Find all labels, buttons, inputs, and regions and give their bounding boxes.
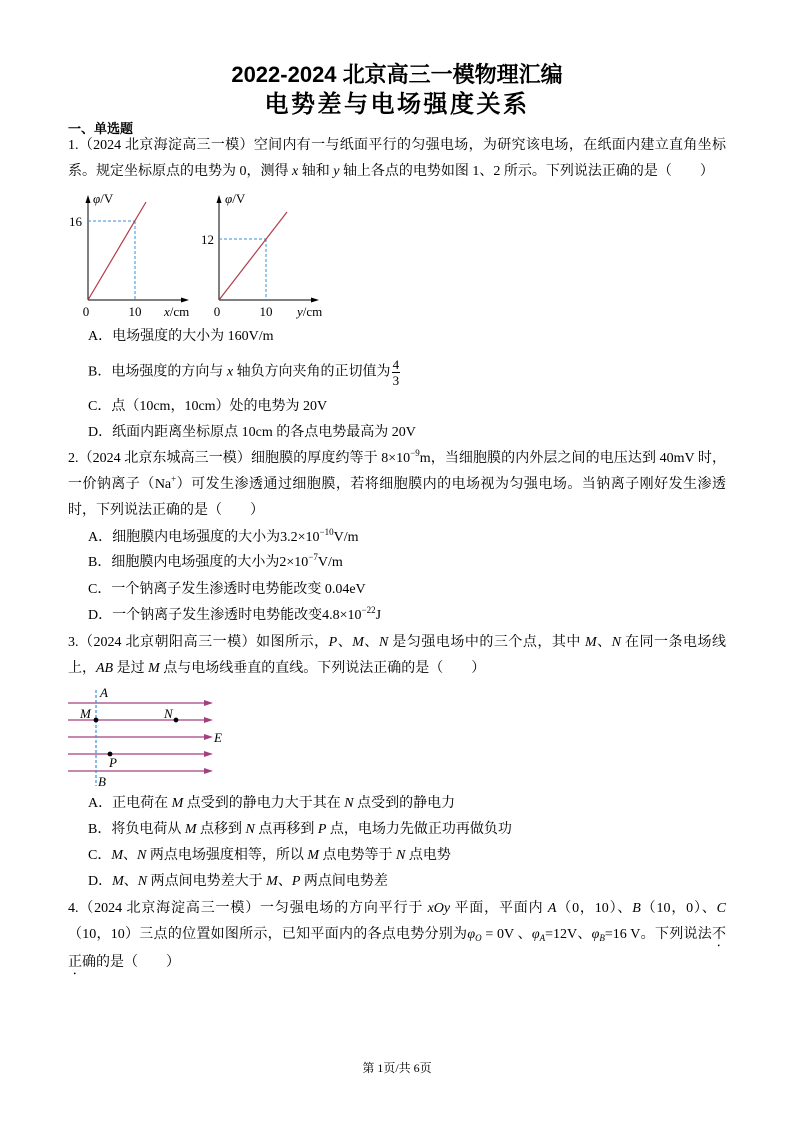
graph-2	[201, 191, 322, 319]
option-text: 正电荷在	[112, 796, 172, 811]
label-a: A	[100, 685, 108, 700]
label-m: M	[80, 706, 91, 721]
option-text: 细胞膜内电场强度的大小为	[112, 530, 281, 545]
option-exponent: −7	[308, 552, 318, 562]
option-label: D．	[88, 425, 113, 440]
q4-stem-text: 平面，平面内	[450, 901, 548, 916]
q1-stem-text: 轴和	[298, 164, 334, 179]
q4-potential-subscript: B	[599, 933, 605, 943]
q3-stem-text: 是匀强电场中的三个点，其中	[388, 635, 585, 650]
graph-2-x-label	[295, 304, 322, 319]
point-m	[94, 718, 99, 723]
option-text: 电场强度的大小为 160V/m	[112, 329, 274, 344]
option-label: C．	[88, 582, 112, 597]
q1-option-a	[88, 324, 726, 350]
label-e: E	[214, 730, 222, 745]
option-var: M	[307, 848, 320, 863]
q3-stem-var: M	[352, 635, 364, 650]
option-var: M	[184, 822, 197, 837]
q3-stem-var: AB	[96, 661, 114, 676]
field-line-arrow	[204, 700, 213, 706]
point-n	[174, 718, 179, 723]
option-label: A．	[88, 530, 113, 545]
section-title: 一、单选题	[68, 121, 134, 136]
q2-option-d	[88, 603, 726, 629]
q2-stem-text: 2.（2024 北京东城高三一模）细胞膜的厚度约等于	[68, 451, 382, 466]
option-var: N	[245, 822, 255, 837]
q4-stem-text: （0，10）、	[556, 901, 633, 916]
option-label: C．	[88, 399, 112, 414]
field-line-arrow	[204, 734, 213, 740]
document-title: 2022-2024 北京高三一模物理汇编	[231, 62, 563, 87]
q1-stem-var: x	[292, 164, 299, 179]
q1-stem	[68, 133, 726, 185]
q1-figures	[60, 190, 340, 325]
option-label: D．	[88, 874, 113, 889]
option-unit: V/m	[317, 555, 343, 570]
option-text: 两点间电势差大于	[147, 874, 267, 889]
option-text: 点受到的静电力大于其在	[183, 796, 345, 811]
graph-2-x-tick: 10	[259, 304, 273, 319]
q4-stem-text: （10，0）、	[640, 901, 717, 916]
q4-stem-text: 确的是（ ）	[82, 955, 180, 970]
fraction	[392, 358, 401, 387]
option-var: M	[112, 874, 124, 889]
page-footer: 第 1页/共 6页	[362, 1061, 432, 1075]
graph-1-x-var: x	[164, 304, 170, 319]
field-line-arrow	[204, 751, 213, 757]
q4-stem-var: xOy	[427, 901, 451, 916]
label-b: B	[98, 774, 106, 789]
graph-1-y-unit: /V	[100, 191, 114, 206]
option-text: 点受到的静电力	[353, 796, 456, 811]
q2-option-a	[88, 525, 726, 551]
graph-2-y-tick: 12	[201, 232, 214, 247]
graph-1-plot-line	[88, 202, 146, 300]
option-label: A．	[88, 796, 113, 811]
q3-option-c	[88, 843, 726, 869]
label-n: N	[164, 706, 173, 721]
option-text: 点再移到	[254, 822, 318, 837]
option-text: 点电势等于	[319, 848, 397, 863]
option-var: M	[266, 874, 278, 889]
graph-1-y-var: φ	[93, 191, 101, 206]
q4-stem-var: B	[632, 901, 641, 916]
option-math: 4.8×10	[322, 608, 362, 623]
q2-option-c	[88, 577, 726, 603]
field-line-arrow	[204, 768, 213, 774]
option-text: 、	[123, 848, 138, 863]
q4-potential-symbol: φ	[531, 927, 540, 942]
graph-2-x-unit: /cm	[302, 304, 323, 319]
option-text: 纸面内距离坐标原点 10cm 的各点电势最高为 20V	[112, 425, 416, 440]
q4-stem-text: = 0V 、	[481, 927, 532, 942]
q3-field-figure	[60, 680, 250, 792]
option-text: 一个钠离子发生渗透时电势能改变	[112, 608, 323, 623]
option-var: N	[396, 848, 406, 863]
q3-stem-var: M	[148, 661, 160, 676]
label-p: P	[109, 755, 117, 770]
graph-2-x-arrow	[311, 298, 319, 303]
q2-stem-ion: Na	[154, 477, 172, 492]
option-label: D．	[88, 608, 113, 623]
fraction-numerator: 4	[392, 357, 400, 372]
option-text: 细胞膜内电场强度的大小为	[111, 555, 280, 570]
q3-stem-var: N	[611, 635, 621, 650]
option-label: A．	[88, 329, 113, 344]
graph-1-y-arrow	[86, 195, 91, 203]
graph-1-x-unit: /cm	[169, 304, 190, 319]
q3-stem-text: 、	[363, 635, 379, 650]
option-var: P	[317, 822, 327, 837]
graph-2-y-arrow	[217, 195, 222, 203]
option-var: N	[344, 796, 354, 811]
graph-1-x-label	[163, 304, 189, 319]
option-unit: V/m	[333, 530, 359, 545]
option-var: M	[111, 848, 124, 863]
q4-stem	[68, 896, 726, 978]
q3-stem-text: 点与电场线垂直的直线。下列说法正确的是（ ）	[159, 661, 486, 676]
field-line-arrow	[204, 717, 213, 723]
q2-stem-unit: m	[419, 451, 431, 466]
q2-stem-charge: +	[171, 474, 177, 484]
q4-emphasis: 不正	[68, 927, 726, 970]
option-var: M	[171, 796, 184, 811]
option-text: 点（10cm，10cm）处的电势为 20V	[111, 399, 328, 414]
q3-stem	[68, 630, 726, 682]
option-exponent: −22	[361, 605, 376, 615]
option-var: x	[226, 364, 234, 380]
q3-stem-text: 是过	[113, 661, 149, 676]
q1-stem-var: y	[333, 164, 340, 179]
option-label: C．	[88, 848, 112, 863]
graph-1	[69, 191, 189, 319]
graph-2-plot-line	[219, 212, 287, 300]
option-text: 点移到	[196, 822, 246, 837]
graph-1-y-tick: 16	[69, 214, 82, 229]
graph-2-y-unit: /V	[232, 191, 246, 206]
option-text: 两点电场强度相等，所以	[146, 848, 308, 863]
q2-option-b	[88, 550, 726, 576]
graph-2-y-label	[225, 191, 246, 206]
graph-1-origin: 0	[82, 304, 90, 319]
option-text: 电场强度的方向与	[111, 364, 227, 380]
option-var: P	[291, 874, 301, 889]
option-text: 、	[123, 874, 138, 889]
option-text: 点，电场力先做正功再做负功	[326, 822, 512, 837]
option-math: 2×10	[279, 555, 309, 570]
q4-stem-text: =16 V。下列说法	[604, 927, 712, 942]
q1-option-c	[88, 394, 726, 420]
q3-stem-text: 、	[596, 635, 612, 650]
q2-stem-exponent: −9	[410, 448, 420, 458]
q1-option-d	[88, 420, 726, 446]
option-exponent: −10	[319, 527, 334, 537]
option-text: 点电势	[405, 848, 451, 863]
q3-option-d	[88, 869, 726, 895]
option-math: 3.2×10	[280, 530, 320, 545]
document-subtitle: 电势差与电场强度关系	[264, 91, 530, 118]
graph-2-x-var: y	[297, 304, 303, 319]
graph-1-y-label	[93, 191, 114, 206]
option-text: 两点间电势差	[300, 874, 388, 889]
q1-option-b	[88, 358, 726, 387]
option-text: 将负电荷从	[111, 822, 185, 837]
q3-option-a	[88, 791, 726, 817]
q3-stem-text: 在同一条电场线上，	[68, 635, 727, 676]
graph-1-x-arrow	[181, 298, 189, 303]
option-unit: J	[375, 608, 382, 623]
q4-potential-subscript: A	[539, 933, 546, 943]
q3-stem-var: M	[584, 635, 597, 650]
q1-stem-text: 1.（2024 北京海淀高三一模）空间内有一与纸面平行的匀强电场，为研究该电场，在纸面内建立直角坐标系。规定坐标原点的电势为 0，测得	[68, 138, 726, 179]
q4-stem-text: =12V、	[545, 927, 592, 942]
q2-stem	[68, 446, 726, 524]
option-label: B．	[88, 364, 112, 380]
graph-1-x-tick: 10	[128, 304, 142, 319]
graph-2-origin: 0	[213, 304, 221, 319]
option-label: B．	[88, 822, 112, 837]
q2-stem-text: ）可发生渗透通过细胞膜，若将细胞膜内的电场视为匀强电场。当钠离子刚好发生渗透时，下列说法正确的是（ ）	[68, 477, 727, 518]
q2-stem-text: ，当细胞膜的内外层之间的电压达到 40mV 时，一价钠离子（	[68, 451, 727, 492]
option-var: N	[137, 874, 148, 889]
option-label: B．	[88, 555, 112, 570]
q3-option-b	[88, 817, 726, 843]
q3-stem-var: N	[378, 635, 389, 650]
option-text: 、	[277, 874, 292, 889]
q3-stem-text: 、	[337, 635, 353, 650]
graph-2-y-var: φ	[225, 191, 233, 206]
q2-stem-math: 8×10	[381, 451, 411, 466]
q4-potential-subscript: O	[475, 933, 482, 943]
q4-stem-text: 4.（2024 北京海淀高三一模）一匀强电场的方向平行于	[68, 901, 428, 916]
q4-stem-var: C	[716, 901, 727, 916]
fraction-denominator: 3	[392, 373, 400, 388]
q3-stem-var: P	[328, 635, 338, 650]
option-text: 一个钠离子发生渗透时电势能改变 0.04eV	[111, 582, 366, 597]
option-var: N	[137, 848, 147, 863]
q4-potential-symbol: φ	[591, 927, 600, 942]
q4-stem-text: （10，10）三点的位置如图所示，已知平面内的各点电势分别为	[68, 927, 468, 942]
q3-stem-text: 3.（2024 北京朝阳高三一模）如图所示，	[68, 635, 329, 650]
q4-potential-symbol: φ	[467, 927, 476, 942]
q1-stem-text: 轴上各点的电势如图 1、2 所示。下列说法正确的是（ ）	[339, 164, 714, 179]
q4-stem-var: A	[547, 901, 557, 916]
option-text: 轴负方向夹角的正切值为	[233, 364, 391, 380]
